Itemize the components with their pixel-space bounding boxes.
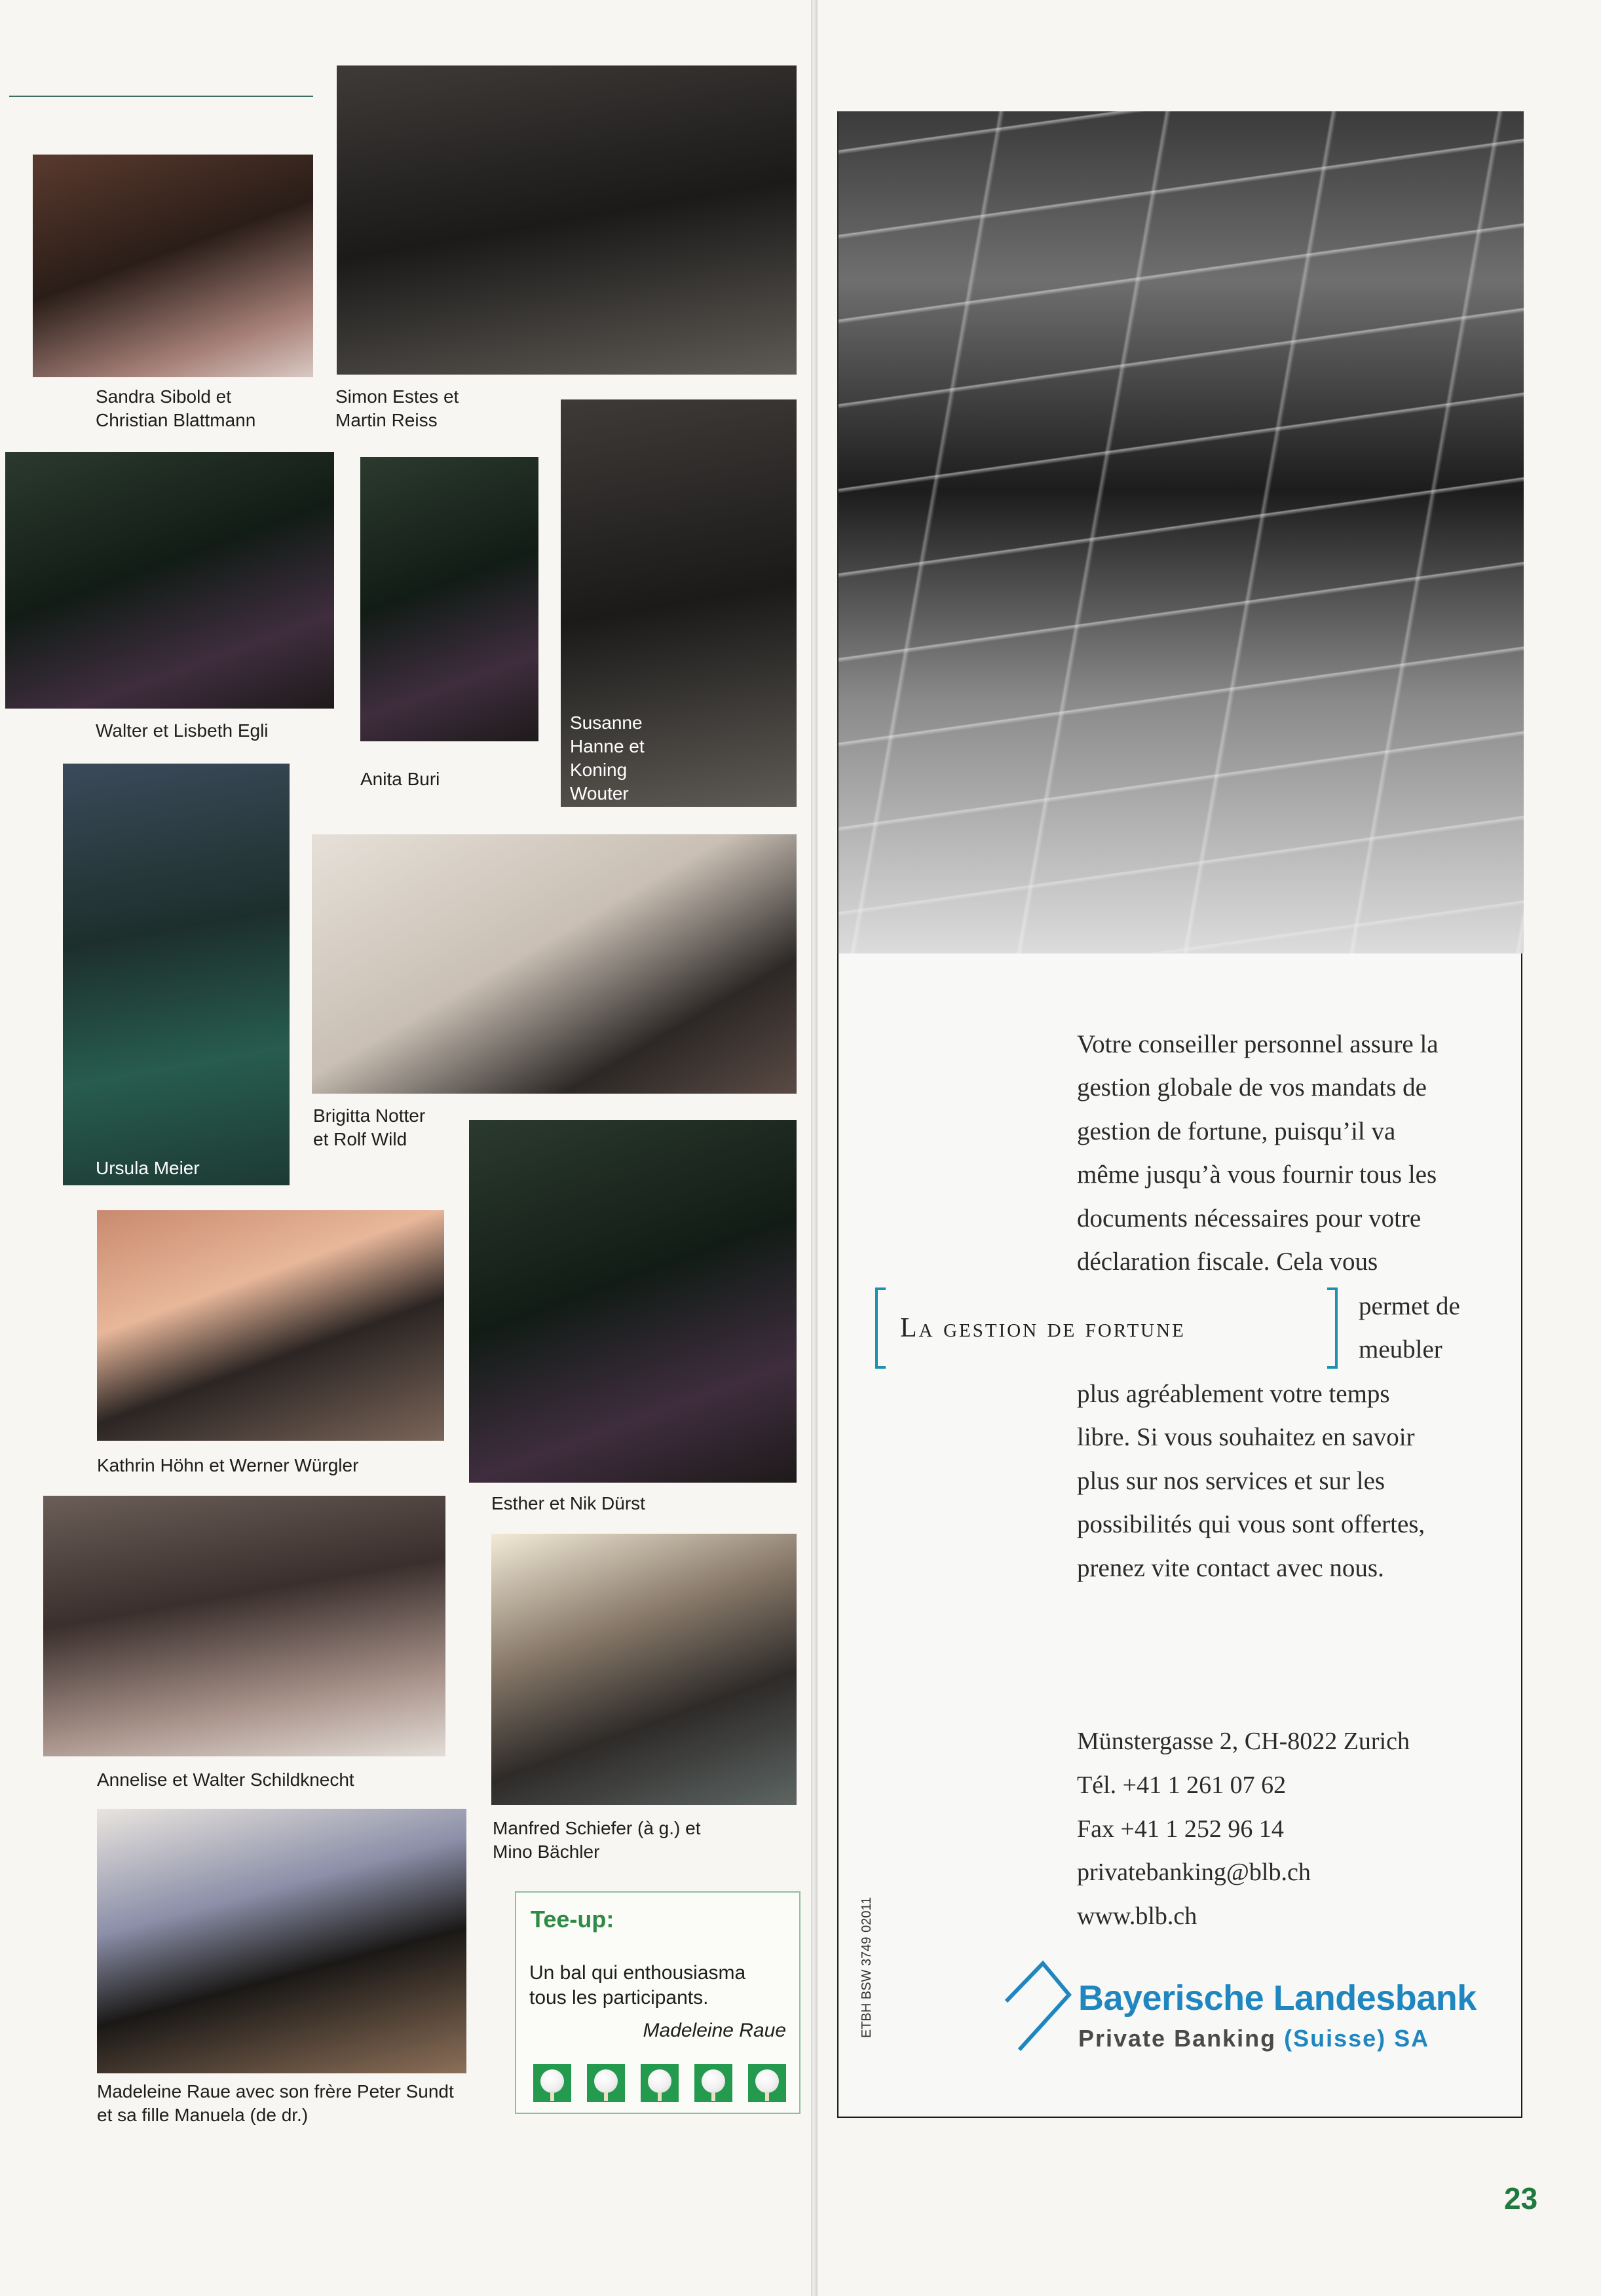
photo-sibold-blattmann — [33, 155, 313, 377]
caption-raue-sundt: Madeleine Raue avec son frère Peter Sundt et sa fille Manuela (de dr.) — [97, 2081, 454, 2125]
photo-ursula-meier — [63, 764, 290, 1185]
ad-body-line: Votre conseiller personnel assure la — [1077, 1030, 1439, 1058]
photo-notter-wild — [312, 834, 797, 1094]
photo-schildknecht — [43, 1496, 445, 1756]
ad-body-line: gestion de fortune, puisqu’il va — [1077, 1117, 1396, 1145]
caption-ursula-meier: Ursula Meier — [96, 1158, 200, 1178]
brand-subtitle-accent: (Suisse) SA — [1284, 2025, 1430, 2052]
bayerische-landesbank-logo-icon — [1001, 1958, 1074, 2054]
caption-sibold-blattmann: Sandra Sibold et Christian Blattmann — [96, 386, 256, 430]
photo-schiefer-bachler — [491, 1534, 797, 1805]
caption-hanne-wouter: Susanne Hanne et Koning Wouter — [570, 713, 645, 804]
ad-body-line: même jusqu’à vous fournir tous les — [1077, 1160, 1437, 1189]
tee-up-box — [515, 1891, 800, 2114]
ad-body-line: libre. Si vous souhaitez en savoir — [1077, 1423, 1415, 1451]
header-rule — [9, 96, 313, 97]
page-number: 23 — [1504, 2181, 1538, 2215]
page-gutter — [811, 0, 818, 2296]
ad-body-line: possibilités qui vous sont offertes, — [1077, 1510, 1425, 1538]
tagline-bracket-left — [875, 1287, 886, 1369]
ad-body-line: permet de — [1359, 1292, 1460, 1320]
photo-egli — [5, 452, 334, 709]
photo-hohn-wurgler — [97, 1210, 444, 1441]
golf-ball-icon — [694, 2064, 732, 2102]
golf-ball-icon — [533, 2064, 571, 2102]
caption-notter-wild: Brigitta Notter et Rolf Wild — [313, 1105, 426, 1149]
tee-up-title: Tee-up: — [531, 1906, 614, 1933]
ad-body-line: plus agréablement votre temps — [1077, 1380, 1390, 1408]
print-reference-code: ETBH BSW 3749 02011 — [859, 1897, 874, 2038]
caption-schiefer-bachler: Manfred Schiefer (à g.) et Mino Bächler — [493, 1818, 701, 1862]
photo-estes-reiss — [337, 65, 797, 375]
caption-egli: Walter et Lisbeth Egli — [96, 720, 269, 741]
ad-body-line: prenez vite contact avec nous. — [1077, 1554, 1384, 1582]
brand-subtitle — [1078, 2025, 1429, 2052]
ad-body-line: meubler — [1359, 1335, 1442, 1363]
tee-up-rating — [533, 2064, 789, 2103]
address-street: Münstergasse 2, CH-8022 Zurich — [1077, 1728, 1410, 1755]
wine-cellar-photo — [837, 111, 1524, 954]
address-fax: Fax +41 1 252 96 14 — [1077, 1815, 1284, 1843]
golf-ball-icon — [587, 2064, 625, 2102]
caption-estes-reiss: Simon Estes et Martin Reiss — [335, 386, 459, 430]
address-phone: Tél. +41 1 261 07 62 — [1077, 1771, 1287, 1799]
photo-durst — [469, 1120, 797, 1483]
tee-up-author: Madeleine Raue — [643, 2020, 786, 2041]
ad-body-line: documents nécessaires pour votre — [1077, 1204, 1422, 1232]
brand-name: Bayerische Landesbank — [1078, 1978, 1477, 2018]
caption-schildknecht: Annelise et Walter Schildknecht — [97, 1769, 354, 1790]
photo-raue-sundt — [97, 1809, 466, 2073]
tee-up-text: Un bal qui enthousiasma tous les participants. — [529, 1962, 746, 2009]
tagline-bracket-right — [1327, 1287, 1338, 1369]
address-website[interactable]: www.blb.ch — [1077, 1902, 1197, 1930]
ad-body-line: plus sur nos services et sur les — [1077, 1467, 1385, 1495]
golf-ball-icon — [641, 2064, 679, 2102]
caption-anita-buri: Anita Buri — [360, 769, 440, 789]
golf-ball-icon — [748, 2064, 786, 2102]
brand-subtitle-main: Private Banking — [1078, 2025, 1285, 2052]
caption-hohn-wurgler: Kathrin Höhn et Werner Würgler — [97, 1455, 359, 1475]
ad-body-line: gestion globale de vos mandats de — [1077, 1073, 1427, 1102]
ad-tagline: La gestion de fortune — [900, 1313, 1186, 1343]
caption-durst: Esther et Nik Dürst — [491, 1493, 645, 1513]
ad-body-line: déclaration fiscale. Cela vous — [1077, 1248, 1378, 1276]
address-email[interactable]: privatebanking@blb.ch — [1077, 1859, 1311, 1886]
photo-anita-buri — [360, 457, 538, 741]
